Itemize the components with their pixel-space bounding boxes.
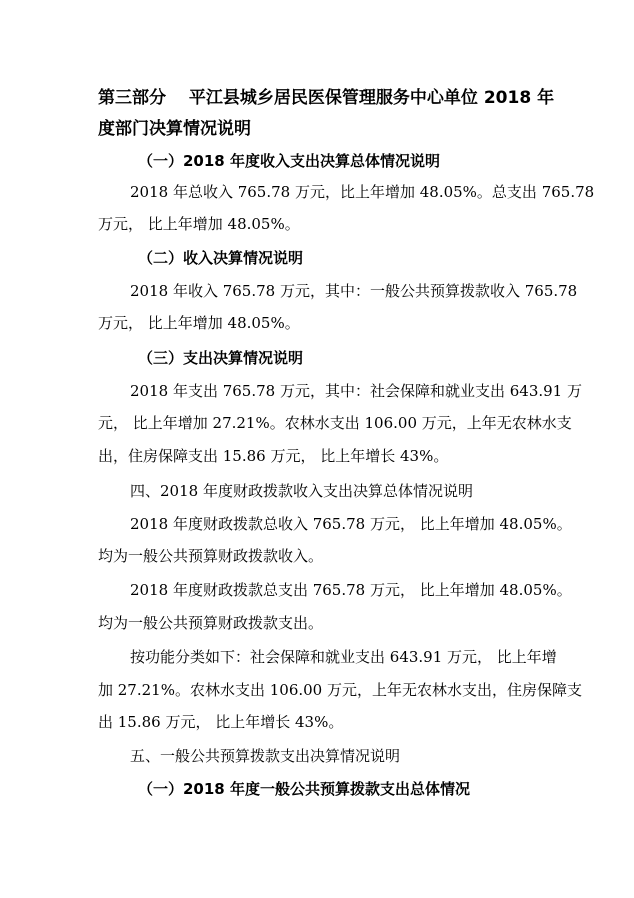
section-4-paragraph-1-line-1: 2018 年度财政拨款总收入 765.78 万元， 比上年增加 48.05%。 <box>130 515 572 533</box>
section-3-heading: （三）支出决算情况说明 <box>138 349 304 367</box>
section-4-heading: 四、2018 年度财政拨款收入支出决算总体情况说明 <box>130 482 473 500</box>
section-2-heading: （二）收入决算情况说明 <box>138 249 304 267</box>
section-3-paragraph-line-2: 元， 比上年增加 27.21%。农林水支出 106.00 万元，上年无农林水支 <box>98 414 572 432</box>
section-3-paragraph-line-1: 2018 年支出 765.78 万元，其中：社会保障和就业支出 643.91 万 <box>130 382 582 400</box>
section-5-subheading: （一）2018 年度一般公共预算拨款支出总体情况 <box>138 780 470 798</box>
section-5-heading: 五、一般公共预算拨款支出决算情况说明 <box>130 747 401 765</box>
section-2-paragraph-line-2: 万元， 比上年增加 48.05%。 <box>98 314 300 332</box>
section-4-paragraph-3-line-3: 出 15.86 万元， 比上年增长 43%。 <box>98 713 344 731</box>
document-title-line-1: 第三部分 平江县城乡居民医保管理服务中心单位 2018 年 <box>98 88 555 108</box>
section-4-paragraph-2-line-1: 2018 年度财政拨款总支出 765.78 万元， 比上年增加 48.05%。 <box>130 581 572 599</box>
section-1-paragraph-line-2: 万元， 比上年增加 48.05%。 <box>98 215 300 233</box>
section-1-paragraph-line-1: 2018 年总收入 765.78 万元，比上年增加 48.05%。总支出 765.78 <box>130 183 595 201</box>
section-4-paragraph-3-line-2: 加 27.21%。农林水支出 106.00 万元，上年无农林水支出，住房保障支 <box>98 681 582 699</box>
document-title-line-2: 度部门决算情况说明 <box>98 119 251 139</box>
section-4-paragraph-1-line-2: 均为一般公共预算财政拨款收入。 <box>98 547 324 565</box>
section-4-paragraph-2-line-2: 均为一般公共预算财政拨款支出。 <box>98 614 324 632</box>
section-3-paragraph-line-3: 出，住房保障支出 15.86 万元， 比上年增长 43%。 <box>98 447 449 465</box>
section-1-heading: （一）2018 年度收入支出决算总体情况说明 <box>138 152 440 170</box>
section-4-paragraph-3-line-1: 按功能分类如下：社会保障和就业支出 643.91 万元， 比上年增 <box>130 648 557 666</box>
section-2-paragraph-line-1: 2018 年收入 765.78 万元，其中：一般公共预算拨款收入 765.78 <box>130 282 578 300</box>
